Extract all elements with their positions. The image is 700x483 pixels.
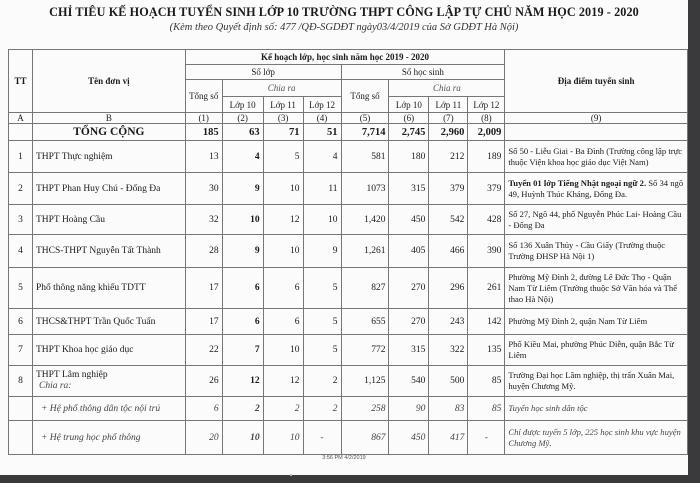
school-name: THPT Lâm nghiệp [35, 370, 108, 380]
row-value: 500 [429, 366, 468, 397]
index-cell: (7) [429, 113, 468, 124]
row-value: 540 [389, 366, 429, 397]
row-value: 6 [263, 268, 303, 309]
row-value: 1073 [341, 173, 389, 205]
row-value: 4 [222, 141, 263, 173]
total-label: TỔNG CỘNG [32, 124, 185, 141]
row-tt: 3 [9, 205, 33, 235]
subrow-value: 90 [389, 397, 429, 421]
row-value: 13 [185, 141, 222, 173]
row-value: 85 [468, 366, 505, 397]
print-timestamp: 3:56 PM 4/2/2019 [322, 455, 366, 461]
index-cell: A [9, 113, 33, 124]
row-tt-empty [9, 421, 33, 455]
school-name: THPT Thực nghiệm [35, 151, 113, 162]
row-name [32, 366, 185, 397]
subrow-value: 258 [341, 397, 389, 421]
row-value: 5 [263, 141, 303, 173]
row-value: 827 [341, 268, 389, 309]
row-value: 466 [429, 235, 468, 268]
row-tt: 5 [9, 268, 33, 309]
row-tt: 7 [9, 335, 33, 366]
subrow-value: 2 [263, 397, 303, 421]
total-value: 7,714 [341, 124, 389, 141]
row-subnote: Chia ra: [38, 381, 72, 391]
row-name [32, 205, 185, 235]
location-text: Số 27, Ngõ 44, phố Nguyễn Phúc Lai- Hoàng Cầu - Đống Đa [508, 208, 682, 230]
header-students: Số học sinh [341, 65, 505, 80]
subrow-value: 2 [303, 397, 341, 421]
row-value: 9 [222, 173, 263, 205]
row-value: 2 [303, 366, 341, 397]
subrow-value: 867 [341, 421, 389, 455]
row-value: 379 [468, 173, 505, 205]
subrow-name: + Hệ phổ thông dân tộc nội trú [32, 397, 185, 421]
index-cell: (4) [303, 113, 341, 124]
subrow-value: 83 [429, 397, 468, 421]
row-value: 4 [303, 141, 341, 173]
header-classes-grade11: Lớp 11 [263, 97, 303, 113]
header-name: Tên đơn vị [32, 50, 185, 113]
school-name: THCS-THPT Nguyễn Tất Thành [35, 246, 161, 256]
row-value: 450 [389, 205, 429, 235]
location-text: Số 136 Xuân Thủy - Cầu Giấy (Trường thuộc Trường ĐHSP Hà Nội 1) [508, 240, 666, 261]
subrow-value: 10 [222, 421, 263, 455]
header-classes-total: Tổng số [185, 80, 222, 113]
header-classes-split: Chia ra [222, 80, 341, 97]
row-value: 5 [303, 335, 341, 366]
row-value: 135 [468, 335, 505, 366]
row-value: 5 [303, 268, 341, 309]
row-value: 10 [303, 205, 341, 235]
header-students-total: Tổng số [341, 80, 389, 113]
location-highlight: Tuyển 01 lớp Tiếng Nhật ngoại ngữ 2. [508, 177, 647, 188]
row-location [505, 366, 688, 397]
row-value: 11 [303, 173, 341, 205]
row-value: 315 [389, 173, 429, 205]
row-value: 1,125 [341, 366, 389, 397]
school-name: THPT Hoàng Cầu [35, 214, 105, 225]
index-row [9, 113, 688, 124]
row-value: 26 [185, 366, 222, 397]
row-value: 212 [429, 141, 468, 173]
row-value: 12 [263, 366, 303, 397]
subrow-name: + Hệ trung học phổ thông [32, 421, 185, 455]
row-tt: 4 [9, 235, 33, 268]
table-subrow [9, 421, 688, 455]
row-value: 22 [185, 335, 222, 366]
header-students-split: Chia ra [389, 80, 505, 97]
row-location [505, 173, 688, 205]
table-row [9, 173, 688, 205]
table-subrow [9, 397, 688, 421]
row-value: 1,420 [341, 205, 389, 235]
table-row [9, 268, 688, 309]
subrow-value: 2 [222, 397, 263, 421]
scan-speck [290, 474, 292, 476]
subrow-value: 417 [429, 421, 468, 455]
row-name [32, 335, 185, 366]
total-value: 185 [185, 124, 222, 141]
school-name: THPT Khoa học giáo dục [35, 345, 134, 355]
location-text: Số 50 - Liễu Giai - Ba Đình (Trường công lập trực thuộc Viện khoa học giáo dục Việt Nam) [508, 145, 683, 167]
header-classes-grade12: Lớp 12 [303, 97, 341, 113]
row-value: 1,261 [341, 235, 389, 268]
row-value: 32 [185, 205, 222, 235]
row-value: 243 [429, 309, 468, 335]
row-value: 9 [303, 235, 341, 268]
index-cell: (2) [222, 113, 263, 124]
row-value: 405 [389, 235, 429, 268]
row-value: 10 [263, 235, 303, 268]
row-value: 189 [468, 141, 505, 173]
table-row [9, 141, 688, 173]
row-name [32, 268, 185, 309]
location-text: Phường Mỹ Đình 2, quận Nam Từ Liêm [508, 316, 648, 326]
enrollment-table [8, 49, 688, 455]
total-row [9, 124, 688, 141]
row-tt: 2 [9, 173, 33, 205]
table-row [9, 235, 688, 268]
table-row [9, 309, 688, 335]
subrow-value: 450 [389, 421, 429, 455]
table-row [9, 205, 688, 235]
school-name: THPT Phan Huy Chú - Đống Đa [35, 183, 161, 194]
row-value: 390 [468, 235, 505, 268]
row-value: 142 [468, 309, 505, 335]
row-value: 6 [222, 309, 263, 335]
row-value: 30 [185, 173, 222, 205]
school-name: Phổ thông năng khiếu TDTT [35, 283, 146, 293]
document-subtitle: (Kèm theo Quyết định số: 477 /QĐ-SGDĐT ngày03/4/2019 của Sở GDĐT Hà Nội) [169, 22, 519, 33]
row-value: 6 [263, 309, 303, 335]
row-location [505, 205, 688, 235]
row-name [32, 309, 185, 335]
row-value: 270 [389, 268, 429, 309]
header-classes: Số lớp [185, 65, 341, 80]
row-value: 379 [429, 173, 468, 205]
header-classes-grade10: Lớp 10 [222, 97, 263, 113]
row-value: 12 [263, 205, 303, 235]
header-students-grade12: Lớp 12 [468, 97, 505, 113]
index-cell: (9) [505, 113, 688, 124]
header-students-grade11: Lớp 11 [429, 97, 468, 113]
index-cell: (5) [341, 113, 389, 124]
row-tt-empty [9, 397, 33, 421]
row-value: 270 [389, 309, 429, 335]
index-cell: (3) [263, 113, 303, 124]
row-value: 315 [389, 335, 429, 366]
row-value: 180 [389, 141, 429, 173]
row-value: 296 [429, 268, 468, 309]
row-value: 10 [263, 335, 303, 366]
row-value: 12 [222, 366, 263, 397]
row-value: 10 [222, 205, 263, 235]
row-value: 772 [341, 335, 389, 366]
index-cell: B [32, 113, 185, 124]
location-text: Phố Kiều Mai, phường Phúc Diễn, quận Bắc Từ Liêm [508, 339, 674, 360]
row-location [505, 141, 688, 173]
subrow-value: 6 [185, 397, 222, 421]
table-row [9, 335, 688, 366]
location-text: Phường Mỹ Đình 2, đường Lê Đức Thọ - Quận Nam Từ Liêm (Trường thuộc Sở Văn hóa và Thể thao Hà Nội) [508, 271, 678, 304]
row-value: 6 [222, 268, 263, 309]
total-value: 2,745 [389, 124, 429, 141]
index-cell: (6) [389, 113, 429, 124]
row-tt: 6 [9, 309, 33, 335]
table-row [9, 366, 688, 397]
row-name [32, 141, 185, 173]
row-value: 655 [341, 309, 389, 335]
row-location [505, 309, 688, 335]
row-location [505, 235, 688, 268]
row-value: 17 [185, 268, 222, 309]
header-location: Địa điểm tuyển sinh [505, 50, 688, 113]
total-value: 51 [303, 124, 341, 141]
index-cell: (1) [185, 113, 222, 124]
row-tt: 8 [9, 366, 33, 397]
row-value: 5 [303, 309, 341, 335]
row-value: 28 [185, 235, 222, 268]
row-location [505, 335, 688, 366]
row-location [505, 268, 688, 309]
header-students-grade10: Lớp 10 [389, 97, 429, 113]
index-cell: (8) [468, 113, 505, 124]
subrow-value: 85 [468, 397, 505, 421]
header-plan: Kế hoạch lớp, học sinh năm học 2019 - 2020 [185, 50, 505, 65]
school-name: THCS&THPT Trần Quốc Tuấn [35, 316, 156, 327]
document-title: CHỈ TIÊU KẾ HOẠCH TUYỂN SINH LỚP 10 TRƯỜNG THPT CÔNG LẬP TỰ CHỦ NĂM HỌC 2019 - 2020 [49, 5, 639, 19]
row-value: 261 [468, 268, 505, 309]
row-value: 10 [263, 173, 303, 205]
total-value: 63 [222, 124, 263, 141]
subrow-value: - [303, 421, 341, 455]
row-value: 322 [429, 335, 468, 366]
location-text: Số 34 ngõ 49, Huỳnh Thúc Kháng, Đống Đa. [508, 177, 684, 199]
row-value: 9 [222, 235, 263, 268]
subrow-value: 20 [185, 421, 222, 455]
total-value: 2,960 [429, 124, 468, 141]
row-name [32, 173, 185, 205]
subrow-value: - [468, 421, 505, 455]
header-tt: TT [9, 50, 33, 113]
row-value: 7 [222, 335, 263, 366]
location-text: Trường Đại học Lâm nghiệp, thị trấn Xuân Mai, huyện Chương Mỹ. [508, 370, 675, 391]
subrow-location: Tuyển học sinh dân tộc [505, 397, 688, 421]
row-tt: 1 [9, 141, 33, 173]
total-value: 2,009 [468, 124, 505, 141]
row-value: 581 [341, 141, 389, 173]
row-value: 17 [185, 309, 222, 335]
row-value: 428 [468, 205, 505, 235]
total-value: 71 [263, 124, 303, 141]
subrow-location: Chỉ được tuyển 5 lớp, 225 học sinh khu vực huyện Chương Mỹ. [505, 421, 688, 455]
subrow-value: 10 [263, 421, 303, 455]
row-name [32, 235, 185, 268]
row-value: 542 [429, 205, 468, 235]
